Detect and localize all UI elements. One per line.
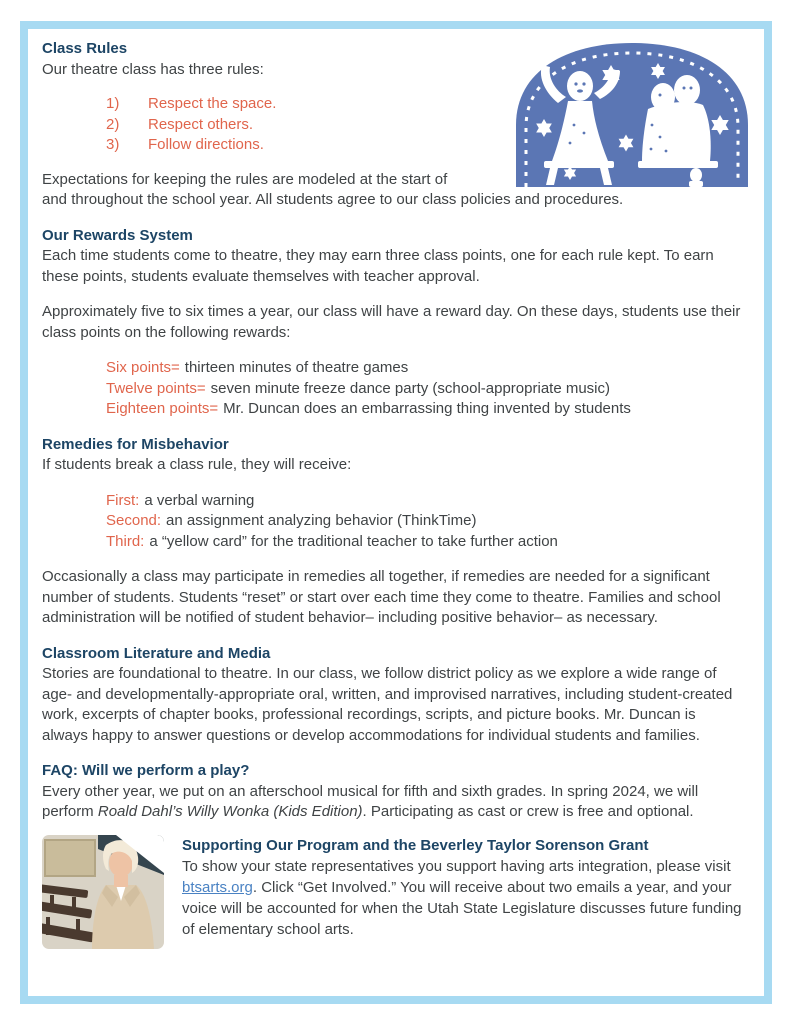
- rule-number: 2): [106, 115, 120, 133]
- remedies-intro: If students break a class rule, they will receive:: [42, 456, 352, 473]
- remedy-label: Third:: [106, 532, 145, 550]
- class-rules-intro: Our theatre class has three rules:: [42, 60, 264, 78]
- remedy-label: First:: [106, 491, 140, 509]
- remedy-text: an assignment analyzing behavior (ThinkTime): [166, 512, 477, 529]
- reward-label: Twelve points=: [106, 379, 206, 397]
- supporting-text-block: [182, 835, 742, 940]
- reward-text: thirteen minutes of theatre games: [184, 359, 409, 376]
- document-page: [20, 21, 772, 1004]
- reward-label: Eighteen points=: [106, 400, 219, 417]
- rewards-paragraph-1: Each time students come to theatre, they may earn three class points, one for each rule kept. To earn these points, students evaluate themselves with teacher approval.: [42, 247, 714, 285]
- expectations-line1: Expectations for keeping the rules are modeled at the start of: [42, 170, 448, 188]
- storytellers-woodcut-icon: [508, 33, 756, 193]
- remedies-paragraph: Occasionally a class may participate in remedies all together, if remedies are needed for a significant number of students. Students “reset” or start over each time they come to theatre. Families and school administration will be notified of student behavior– including positive behavior– as necessary.: [42, 568, 721, 626]
- literature-paragraph: Stories are foundational to theatre. In our class, we follow district policy as we explore a wide range of age- and developmentally-appropriate oral, written, and improvised narratives, including student-created work, excerpts of chapter books, professional recordings, scripts, and picture books. Mr. Duncan is always happy to answer questions or develop accommodations for individual students and families.: [42, 665, 733, 744]
- section-heading-faq: FAQ: Will we perform a play?: [42, 762, 250, 779]
- reward-item: [106, 358, 742, 379]
- teacher-classroom-photo-icon: [42, 835, 164, 949]
- supporting-section: [42, 835, 742, 949]
- rule-text: Respect others.: [148, 115, 254, 133]
- faq-text-post: . Participating as cast or crew is free and optional.: [362, 803, 694, 820]
- section-heading-rewards: Our Rewards System: [42, 226, 193, 244]
- expectations-line2: and throughout the school year. All students agree to our class policies and procedures.: [42, 191, 624, 208]
- remedies-list: [42, 491, 742, 553]
- faq-paragraph: [42, 782, 742, 823]
- supporting-text-post: . Click “Get Involved.” You will receive about two emails a year, and your voice will be accounted for when the Utah State Legislature discusses future funding of elementary school arts.: [182, 878, 742, 938]
- section-heading-supporting: Supporting Our Program and the Beverley Taylor Sorenson Grant: [182, 836, 649, 854]
- remedy-label: Second:: [106, 512, 162, 529]
- remedy-step: [106, 511, 742, 532]
- rule-text: Follow directions.: [148, 136, 264, 153]
- rule-text: Respect the space.: [148, 95, 277, 112]
- supporting-paragraph: [182, 856, 742, 940]
- remedy-text: a “yellow card” for the traditional teacher to take further action: [149, 532, 558, 550]
- remedy-step: [106, 491, 742, 512]
- reward-text: seven minute freeze dance party (school-appropriate music): [210, 379, 611, 397]
- supporting-text-pre: To show your state representatives you support having arts integration, please visit: [182, 857, 731, 875]
- reward-item: [106, 399, 742, 420]
- rewards-paragraph-2: Approximately five to six times a year, our class will have a reward day. On these days, students use their class points on the following rewards:: [42, 303, 741, 341]
- btsarts-link[interactable]: btsarts.org: [182, 878, 253, 896]
- reward-label: Six points=: [106, 359, 180, 376]
- remedy-step: [106, 532, 742, 553]
- remedy-text: a verbal warning: [144, 491, 255, 509]
- section-heading-remedies: Remedies for Misbehavior: [42, 435, 229, 453]
- page-content: [28, 29, 764, 996]
- rule-number: 3): [106, 136, 120, 153]
- faq-text-pre: Every other year, we put on an afterschool musical for fifth and sixth grades. In spring 2024, we will perform: [42, 782, 699, 820]
- section-heading-literature: Classroom Literature and Media: [42, 644, 271, 662]
- reward-item: [106, 379, 742, 400]
- faq-text-title: Roald Dahl’s Willy Wonka (Kids Edition): [97, 803, 363, 820]
- rewards-list: [42, 358, 742, 420]
- rule-number: 1): [106, 95, 120, 112]
- reward-text: Mr. Duncan does an embarrassing thing invented by students: [223, 400, 631, 417]
- section-heading-class-rules: Class Rules: [42, 40, 128, 57]
